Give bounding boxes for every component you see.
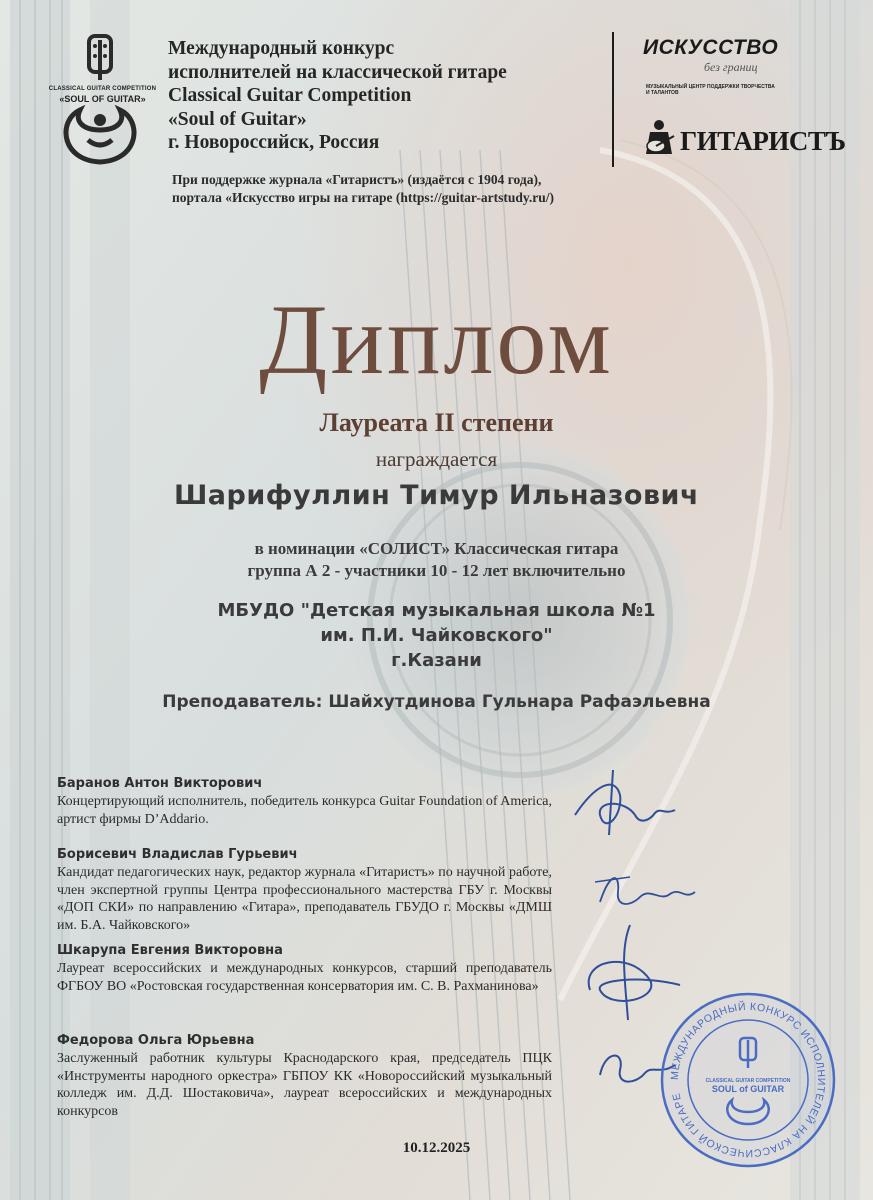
support-line-1: При поддержке журнала «Гитаристъ» (издаётся с 1904 года), [172,172,542,187]
jury-member-name: Федорова Ольга Юрьевна [57,1033,255,1048]
nomination-block [0,538,873,582]
partner-brand-guitarist: ГИТАРИСТЪ [680,126,846,156]
school-line-1: МБУДО "Детская музыкальная школа №1 [217,600,656,621]
support-line-2: портала «Искусство игры на гитаре (https://guitar-artstudy.ru/) [172,190,555,205]
header-line-5: г. Новороссийск, Россия [168,132,380,153]
diploma-title: Диплом [259,284,614,395]
nomination-line-2: группа А 2 - участники 10 - 12 лет включительно [247,561,626,580]
jury-member-name: Борисевич Владислав Гурьевич [57,847,298,862]
jury-member [57,775,552,828]
jury-member [57,846,552,934]
jury-member-description: Кандидат педагогических наук, редактор журнала «Гитаристъ» по научной работе, член экспертной группы Центра профессионального мастерства ГБУ г. Москвы «ДОП СКИ» по направлению «Гитара», преподаватель ГБУДО г. Москвы «ДМШ им. Б.А. Чайковского» [57,865,552,933]
school-line-3: г.Казани [391,650,482,671]
official-stamp [658,990,838,1170]
svg-text:CLASSICAL GUITAR COMPETITION: CLASSICAL GUITAR COMPETITION [705,1078,791,1084]
recipient-name: Шарифуллин Тимур Ильназович [173,480,700,511]
jury-member-name: Шкарупа Евгения Викторовна [57,943,283,958]
issue-date: 10.12.2025 [402,1140,471,1156]
signature-2-icon [590,862,700,922]
stamp-seal-icon [658,990,838,1170]
jury-member-description: Лауреат всероссийских и международных конкурсов, старший преподаватель ФГБОУ ВО «Ростовская государственная консерватория им. С. В. Рахманинова» [57,961,552,994]
partner-brand-iskusstvo-sub: без границ [704,60,758,74]
support-note [172,171,612,207]
school-block [0,598,873,673]
nomination-line-1: в номинации «СОЛИСТ» Классическая гитара [254,539,619,558]
laureate-degree: Лауреата II степени [319,408,554,437]
school-line-2: им. П.И. Чайковского" [320,625,553,646]
jury-member [57,942,552,995]
competition-header [168,37,608,155]
jury-member-name: Баранов Антон Викторович [57,776,263,791]
header-line-3: Classical Guitar Competition [168,85,412,106]
guitarist-figure-icon [642,118,676,158]
jury-member-description: Заслуженный работник культуры Краснодарского края, председатель ПЦК «Инструменты народного оркестра» ГБПОУ КК «Новороссийский музыкальный колледж им. Д.Д. Шостаковича», лауреат всероссийских и международных конкурсов [57,1051,552,1119]
logo-caption-small: CLASSICAL GUITAR COMPETITION [48,86,157,92]
header-divider [612,32,614,167]
logo-caption-big: «SOUL OF GUITAR» [59,94,146,104]
svg-text:SOUL of GUITAR: SOUL of GUITAR [711,1084,785,1094]
partner-brand-iskusstvo: ИСКУССТВО [643,36,779,59]
jury-member [57,1032,552,1120]
teacher-line: Преподаватель: Шайхутдинова Гульнара Рафаэльевна [162,692,711,712]
header-line-1: Международный конкурс [168,38,395,59]
signature-1-icon [565,765,685,845]
competition-logo [40,30,165,170]
header-line-2: исполнителей на классической гитаре [168,61,507,83]
awarded-label: награждается [375,447,498,471]
partner-brand-iskusstvo-caption: МУЗЫКАЛЬНЫЙ ЦЕНТР ПОДДЕРЖКИ ТВОРЧЕСТВА И ТАЛАНТОВ [646,84,775,96]
svg-text:МЕЖДУНАРОДНЫЙ КОНКУРС ИСПОЛНИТ: МЕЖДУНАРОДНЫЙ КОНКУРС ИСПОЛНИТЕЛЕЙ НА КЛАССИЧЕСКОЙ ГИТАРЕ [668,1000,828,1160]
header-line-4: «Soul of Guitar» [168,108,307,130]
jury-member-description: Концертирующий исполнитель, победитель конкурса Guitar Foundation of America, артист фирмы D’Addario. [57,794,552,827]
partner-logos [640,36,846,166]
